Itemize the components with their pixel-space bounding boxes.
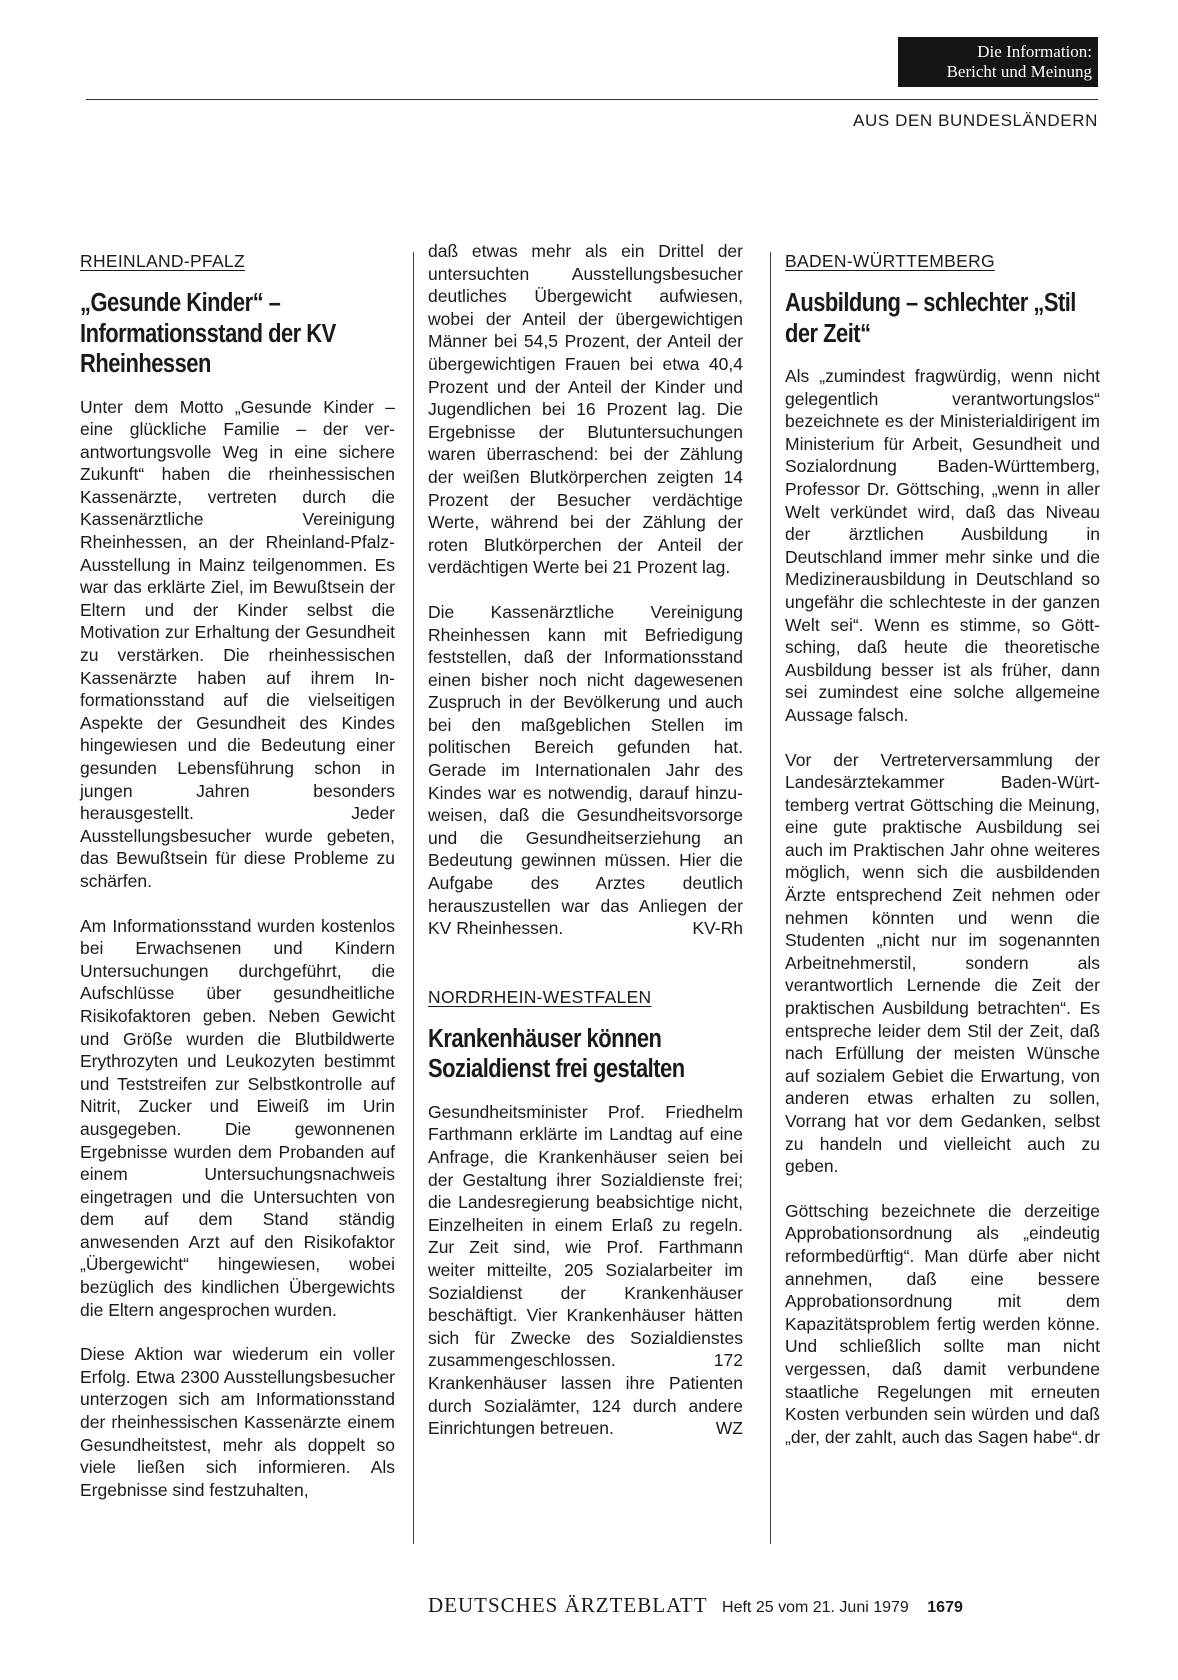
article-bw-paragraph-text: Göttsching bezeichnete die derzeitige Approbationsordnung als „eindeutig reformbedürftig“. Man dürfe aber nicht annehmen, daß eine bessere Approbationsordnung mit dem Kapazitätsproblem fertig werden könne. Und schließlich sollte man nicht vergessen, daß damit verbundene staatliche Regelungen mit erneuten Kosten verbunden sein würden und daß „der, der zahlt, auch das Sagen habe“. xyxy=(785,1200,1100,1447)
article-bw-paragraph xyxy=(785,1200,1100,1449)
article-rp-region: RHEINLAND-PFALZ xyxy=(80,251,245,271)
header-label-box xyxy=(898,37,1098,87)
article-rp-signature: KV-Rh xyxy=(692,918,743,939)
article-rp-paragraph: Am Informationsstand wurden kostenlos bei Erwachsenen und Kindern Untersuchungen durchgeführt, die Aufschlüsse über gesundheitliche Risikofaktoren geben. Neben Gewicht und Größe wurden die Blutbildwerte Erythrozyten und Leukozyten bestimmt und Teststreifen zur Selbstkontrolle auf Nitrit, Zucker und Eiweiß im Urin ausgegeben. Die gewonnenen Ergebnisse wurden dem Probanden auf einem Untersuchungsnachweis eingetragen und die Untersuchten von dem auf dem Stand ständig anwesenden Arzt auf den Risikofaktor „Übergewicht“ hingewiesen, wobei bezüglich des kindlichen Übergewichts die Eltern angesprochen wurden. xyxy=(80,915,395,1320)
article-bw-title: Ausbildung – schlechter „Stil der Zeit“ xyxy=(785,289,1076,348)
header-label-line2: Bericht und Meinung xyxy=(946,62,1092,81)
article-nrw-region: NORDRHEIN-WESTFALEN xyxy=(428,986,652,1007)
article-rp-paragraph: Unter dem Motto „Gesunde Kinder – eine glückliche Familie – der verantwortungsvolle Weg in eine sichere Zukunft“ haben die rheinhessischen Kassenärzte, vertreten durch die Kassenärztliche Vereinigung Rheinhessen, an der Rheinland-Pfalz-Ausstellung in Mainz teilgenommen. Es war das erklärte Ziel, im Bewußtsein der Eltern und der Kinder selbst die Motivation zur Erhaltung der Gesundheit zu verstärken. Die rheinhessischen Kassenärzte haben auf ihrem Informationsstand auf die vielseitigen Aspekte der Gesundheit des Kindes hingewiesen und die Bedeutung einer gesunden Lebensführung schon in jungen Jahren besonders herausgestellt. Jeder Ausstellungsbesucher wurde gebeten, das Bewußtsein für diese Probleme zu schärfen. xyxy=(80,396,395,891)
article-bw-paragraph: Als „zumindest fragwürdig, wenn nicht gelegentlich verantwortungslos“ bezeichnete es der Ministerialdirigent im Ministerium für Arbeit, Gesundheit und Sozialordnung Baden-Württemberg, Professor Dr. Göttsching, „wenn in aller Welt verkündet wird, daß das Niveau der ärztlichen Ausbildung in Deutschland immer mehr sinke und die Medizinerausbildung in Deutschland so ungefähr die schlechteste in der ganzen Welt sei“. Wenn es stimme, so Göttsching, daß heute die theoretische Ausbildung besser ist als früher, dann sei zumindest eine solche allgemeine Aussage falsch. xyxy=(785,366,1100,725)
footer-page-number: 1679 xyxy=(927,1599,963,1616)
footer-issue: Heft 25 vom 21. Juni 1979 xyxy=(722,1599,909,1616)
header-rule xyxy=(86,99,1098,100)
article-nrw-paragraph xyxy=(428,1101,743,1440)
article-bw-signature: dr xyxy=(1084,1426,1100,1447)
article-nrw-paragraph-text: Gesundheitsminister Prof. Friedhelm Farthmann erklärte im Landtag auf eine Anfrage, die Krankenhäuser seien bei der Gestaltung ihrer Sozialdienste frei; die Landesregierung beabsichtige nicht, Einzelheiten in einem Erlaß zu regeln. Zur Zeit sind, wie Prof. Farthmann weiter mitteilte, 205 Sozialarbeiter im Sozialdienst der Krankenhäuser beschäftigt. Vier Krankenhäuser hätten sich für Zwecke des Sozialdienstes zusammengeschlossen. 172 Krankenhäuser lassen ihre Patienten durch Sozialämter, 124 durch andere Einrichtungen betreuen. xyxy=(428,1101,743,1439)
article-bw-region: BADEN-WÜRTTEMBERG xyxy=(785,251,995,271)
section-heading: AUS DEN BUNDESLÄNDERN xyxy=(853,111,1098,130)
page-footer xyxy=(428,1593,963,1618)
article-rp-title: „Gesunde Kinder“ – Informationsstand der KV Rheinhessen xyxy=(80,289,336,378)
column-divider xyxy=(770,252,771,1544)
article-rp-paragraph: Diese Aktion war wiederum ein voller Erfolg. Etwa 2300 Ausstellungsbesucher unterzogen sich am Informationsstand der rheinhessischen Kassenärzte einem Gesundheitstest, mehr als doppelt so viele ließen sich informieren. Als Ergebnisse sind festzuhalten, xyxy=(80,1344,395,1500)
header-label-line1: Die Information: xyxy=(977,42,1092,61)
article-nrw-title: Krankenhäuser können Sozialdienst frei gestalten xyxy=(428,1024,685,1084)
article-bw-paragraph: Vor der Vertreterversammlung der Landesärztekammer Baden-Württemberg vertrat Göttsching die Meinung, eine gute praktische Ausbildung sei auch im Praktischen Jahr ohne weiteres möglich, wenn sich die ausbildenden Ärzte entsprechend Zeit nehmen oder nehmen könnten und wenn die Studenten „nicht nur im sogenannten Arbeitnehmerstil, sondern als verantwortlich Lernende die Zeit der praktischen Ausbildung betrachten“. Es entspreche leider dem Stil der Zeit, daß nach Erfüllung der meisten Wünsche auf sozialem Gebiet die Erwartung, von anderen etwas erhalten zu sollen, Vorrang hat vor dem Gedanken, selbst zu handeln und vielleicht auch zu geben. xyxy=(785,749,1100,1177)
footer-journal-name: DEUTSCHES ÄRZTEBLATT xyxy=(428,1593,708,1617)
article-nrw-signature: WZ xyxy=(715,1418,743,1439)
column-middle xyxy=(428,240,743,1462)
article-rp-paragraph-text: Die Kassenärztliche Vereinigung Rheinhessen kann mit Befriedigung feststellen, daß der Informationsstand einen bisher noch nicht dagewesenen Zuspruch in der Bevölkerung und auch bei den maßgeblichen Stellen im politischen Bereich gefunden hat. Gerade im Internationalen Jahr des Kindes war es notwendig, darauf hinzuweisen, daß die Gesundheitsvorsorge und die Gesundheitserziehung an Bedeutung gewinnen müssen. Hier die Aufgabe des Arztes deutlich herauszustellen war das Anliegen der KV Rheinhessen. xyxy=(428,601,743,939)
column-left xyxy=(80,250,395,1523)
article-rp-paragraph xyxy=(428,601,743,940)
column-divider xyxy=(413,252,414,1544)
article-rp-paragraph: daß etwas mehr als ein Drittel der untersuchten Ausstellungsbesucher deutliches Übergewicht aufwiesen, wobei der Anteil der übergewichtigen Männer bei 54,5 Prozent, der Anteil der übergewichtigen Frauen bei etwa 40,4 Prozent und der Anteil der Kinder und Jugendlichen bei 16 Prozent lag. Die Ergebnisse der Blutuntersuchungen waren überraschend: bei der Zählung der weißen Blutkörperchen zeigten 14 Prozent der Besucher verdächtige Werte, während bei der Zählung der roten Blutkörperchen der Anteil der verdächtigen Werte bei 21 Prozent lag. xyxy=(428,241,743,578)
column-right xyxy=(785,250,1100,1470)
